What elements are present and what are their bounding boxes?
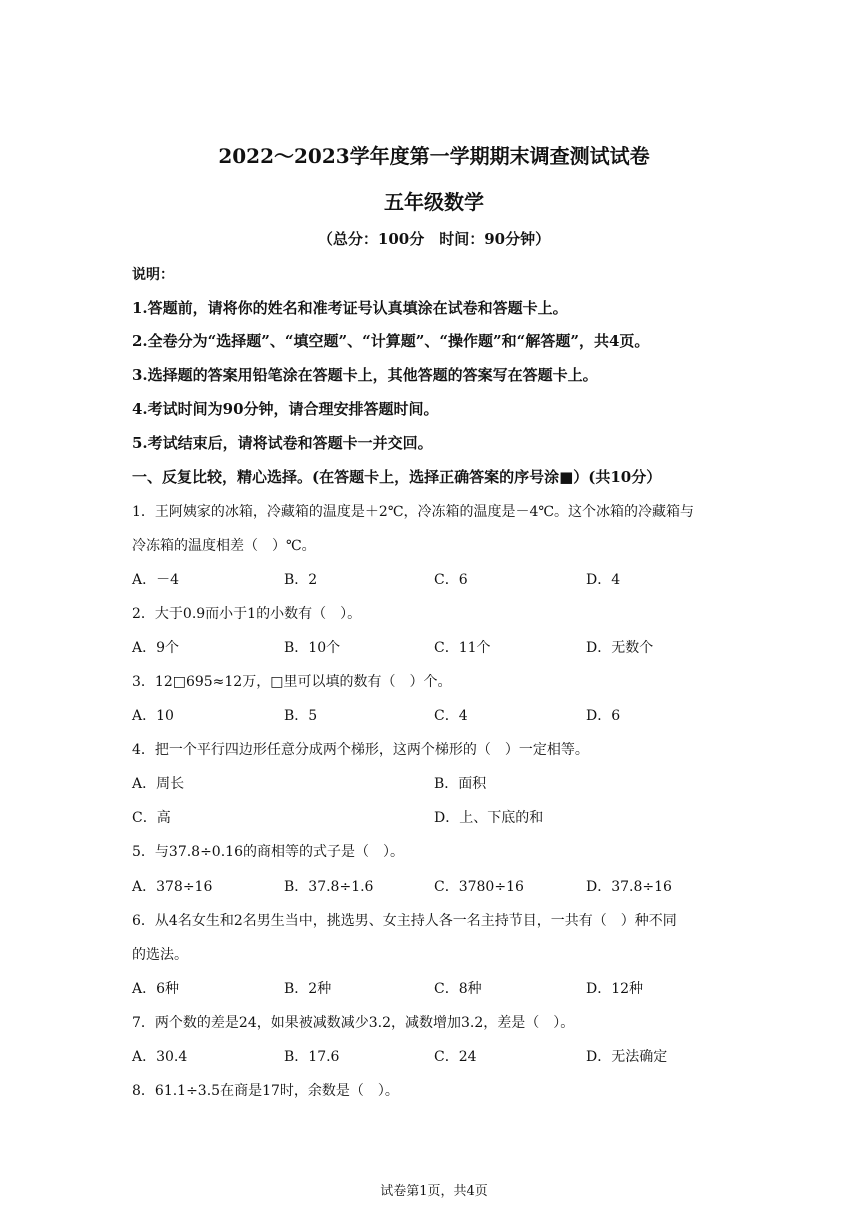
question-text: 8．61.1÷3.5在商是17时，余数是（ ）。 [132, 1083, 399, 1099]
instruction-item: 2.全卷分为“选择题”、“填空题”、“计算题”、“操作题”和“解答题”，共4页。 [132, 332, 650, 350]
instruction-item: 5.考试结束后，请将试卷和答题卡一并交回。 [132, 434, 433, 452]
option-c: C．3780÷16 [434, 879, 524, 895]
instruction-item: 4.考试时间为90分钟，请合理安排答题时间。 [132, 400, 439, 418]
option-c: C．8种 [434, 981, 482, 997]
option-d: D．4 [586, 572, 621, 588]
option-a: A．周长 [132, 776, 185, 792]
option-c: C．11个 [434, 640, 491, 656]
question-text: 7．两个数的差是24，如果被减数减少3.2，减数增加3.2，差是（ ）。 [132, 1015, 575, 1031]
option-b: B．37.8÷1.6 [284, 879, 374, 895]
section-heading: 一、反复比较，精心选择。(在答题卡上，选择正确答案的序号涂■）(共10分） [132, 468, 662, 486]
question-text: 的选法。 [132, 947, 188, 963]
option-a: A．－4 [132, 572, 180, 588]
instruction-item: 1.答题前，请将你的姓名和准考证号认真填涂在试卷和答题卡上。 [132, 299, 568, 317]
option-d: D．无数个 [586, 640, 654, 656]
option-b: B．2种 [284, 981, 332, 997]
question-text: 2．大于0.9而小于1的小数有（ ）。 [132, 606, 362, 622]
question-text: 3．12□695≈12万，□里可以填的数有（ ）个。 [132, 674, 452, 690]
question-text: 冷冻箱的温度相差（ ）℃。 [132, 538, 316, 554]
question-text: 5．与37.8÷0.16的商相等的式子是（ ）。 [132, 844, 404, 860]
option-b: B．10个 [284, 640, 341, 656]
option-b: B．面积 [434, 776, 487, 792]
option-b: B．2 [284, 572, 318, 588]
option-a: A．378÷16 [132, 879, 213, 895]
question-text: 6．从4名女生和2名男生当中，挑选男、女主持人各一名主持节目，一共有（ ）种不同 [132, 913, 677, 929]
option-c: C．24 [434, 1049, 477, 1065]
exam-meta: （总分：100分 时间：90分钟） [317, 230, 551, 248]
option-a: A．30.4 [132, 1049, 188, 1065]
option-b: B．17.6 [284, 1049, 340, 1065]
exam-title: 2022～2023学年度第一学期期末调查测试试卷 [218, 144, 650, 168]
exam-subtitle: 五年级数学 [384, 190, 484, 214]
option-a: A．9个 [132, 640, 180, 656]
option-d: D．6 [586, 708, 621, 724]
option-a: A．6种 [132, 981, 180, 997]
option-d: D．上、下底的和 [434, 810, 544, 826]
option-d: D．无法确定 [586, 1049, 668, 1065]
option-c: C．高 [132, 810, 171, 826]
option-a: A．10 [132, 708, 174, 724]
instructions-heading: 说明： [132, 267, 174, 283]
page-footer: 试卷第1页，共4页 [380, 1184, 488, 1199]
option-d: D．12种 [586, 981, 644, 997]
option-c: C．6 [434, 572, 468, 588]
question-text: 4．把一个平行四边形任意分成两个梯形，这两个梯形的（ ）一定相等。 [132, 742, 589, 758]
option-b: B．5 [284, 708, 318, 724]
instruction-item: 3.选择题的答案用铅笔涂在答题卡上，其他答题的答案写在答题卡上。 [132, 366, 598, 384]
question-text: 1．王阿姨家的冰箱，冷藏箱的温度是＋2℃，冷冻箱的温度是－4℃。这个冰箱的冷藏箱与 [132, 504, 695, 520]
option-c: C．4 [434, 708, 468, 724]
option-d: D．37.8÷16 [586, 879, 672, 895]
